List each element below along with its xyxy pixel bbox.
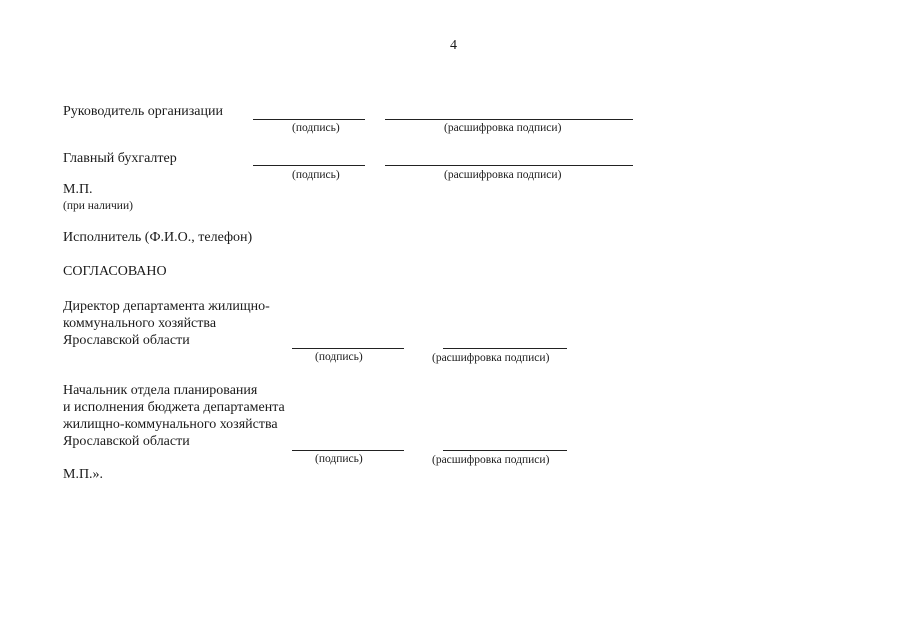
chief-decode-line (443, 450, 567, 451)
chief-title (63, 382, 285, 450)
accountant-signature-caption: (подпись) (292, 169, 340, 181)
director-title-line: Ярославской области (63, 333, 190, 348)
chief-decode-caption: (расшифровка подписи) (432, 454, 550, 466)
agreed-label: СОГЛАСОВАНО (63, 264, 167, 279)
chief-signature-line (292, 450, 404, 451)
executor-label: Исполнитель (Ф.И.О., телефон) (63, 230, 253, 245)
director-signature-caption: (подпись) (315, 351, 363, 363)
director-decode-line (443, 348, 567, 349)
head-decode-line (385, 119, 633, 120)
head-decode-caption: (расшифровка подписи) (444, 122, 562, 134)
head-label: Руководитель организации (63, 104, 223, 119)
director-signature-line (292, 348, 404, 349)
director-title (63, 298, 270, 349)
chief-signature-caption: (подпись) (315, 453, 363, 465)
chief-title-line: Ярославской области (63, 434, 190, 449)
page-number: 4 (450, 38, 457, 53)
director-title-line: коммунального хозяйства (63, 316, 217, 331)
chief-title-line: и исполнения бюджета департамента (63, 400, 285, 415)
accountant-label: Главный бухгалтер (63, 151, 177, 166)
accountant-signature-line (253, 165, 365, 166)
director-decode-caption: (расшифровка подписи) (432, 352, 550, 364)
director-title-line: Директор департамента жилищно- (63, 299, 270, 314)
accountant-decode-caption: (расшифровка подписи) (444, 169, 562, 181)
stamp-note: (при наличии) (63, 200, 133, 212)
final-stamp-label: М.П.». (63, 467, 104, 482)
head-signature-caption: (подпись) (292, 122, 340, 134)
head-signature-line (253, 119, 365, 120)
accountant-decode-line (385, 165, 633, 166)
stamp-label: М.П. (63, 182, 93, 197)
chief-title-line: Начальник отдела планирования (63, 383, 258, 398)
chief-title-line: жилищно-коммунального хозяйства (63, 417, 278, 432)
